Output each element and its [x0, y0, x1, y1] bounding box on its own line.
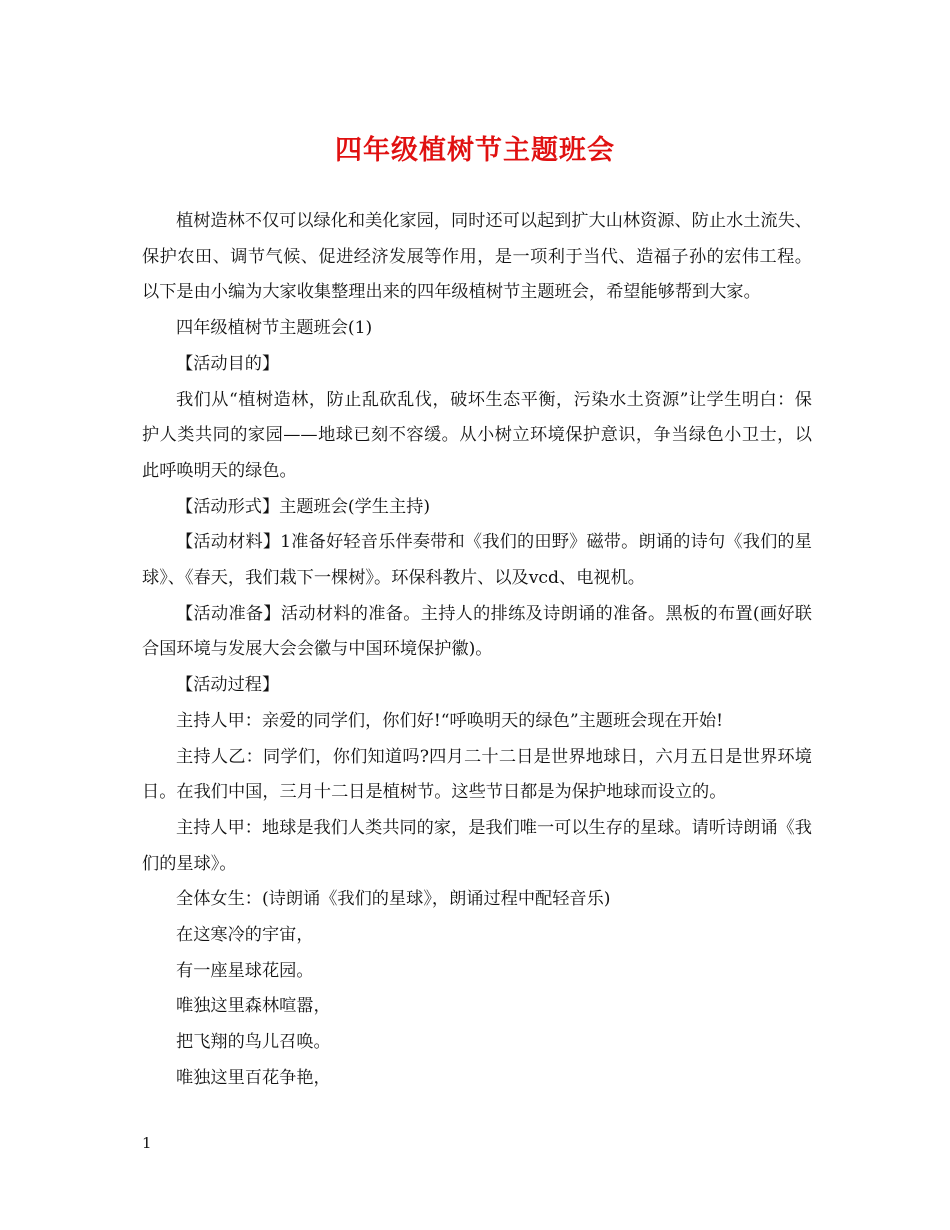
document-body: [142, 204, 812, 1097]
poem-line: 把飞翔的鸟儿召唤。: [176, 1032, 331, 1053]
activity-process-heading: 【活动过程】: [176, 675, 280, 696]
activity-preparation-paragraph: 【活动准备】活动材料的准备。主持人的排练及诗朗诵的准备。黑板的布置(画好联合国环境与发展大会会徽与中国环境保护徽)。: [142, 603, 812, 660]
poem-line: 唯独这里百花争艳，: [176, 1067, 331, 1088]
girls-recitation-intro: 全体女生：(诗朗诵《我们的星球》，朗诵过程中配轻音乐): [176, 889, 611, 910]
poem-line: 在这寒冷的宇宙，: [176, 925, 314, 946]
poem-line: 有一座星球花园。: [176, 960, 314, 981]
host-b-line-1: 主持人乙：同学们，你们知道吗?四月二十二日是世界地球日，六月五日是世界环境日。在我们中国，三月十二日是植树节。这些节日都是为保护地球而设立的。: [142, 746, 812, 803]
activity-purpose-paragraph: 我们从“植树造林，防止乱砍乱伐，破坏生态平衡，污染水土资源”让学生明白：保护人类共同的家园——地球已刻不容缓。从小树立环境保护意识，争当绿色小卫士，以此呼唤明天的绿色。: [142, 389, 812, 481]
activity-purpose-heading: 【活动目的】: [176, 353, 280, 374]
section-heading: 四年级植树节主题班会(1): [176, 318, 373, 339]
activity-form-paragraph: 【活动形式】主题班会(学生主持): [176, 496, 431, 517]
poem-line: 唯独这里森林喧嚣，: [176, 996, 331, 1017]
document-title: 四年级植树节主题班会: [335, 135, 615, 166]
activity-materials-paragraph: 【活动材料】1准备好轻音乐伴奏带和《我们的田野》磁带。朗诵的诗句《我们的星球》、《春天，我们栽下一棵树》。环保科教片、以及vcd、电视机。: [142, 532, 812, 589]
host-a-line-2: 主持人甲：地球是我们人类共同的家，是我们唯一可以生存的星球。请听诗朗诵《我们的星球》。: [142, 817, 812, 874]
page-number: 1: [142, 1134, 152, 1152]
intro-paragraph: 植树造林不仅可以绿化和美化家园，同时还可以起到扩大山林资源、防止水土流失、保护农田、调节气候、促进经济发展等作用，是一项利于当代、造福子孙的宏伟工程。以下是由小编为大家收集整理出来的四年级植树节主题班会，希望能够帮到大家。: [142, 211, 812, 303]
host-a-line-1: 主持人甲：亲爱的同学们，你们好!“呼唤明天的绿色”主题班会现在开始!: [176, 710, 724, 731]
